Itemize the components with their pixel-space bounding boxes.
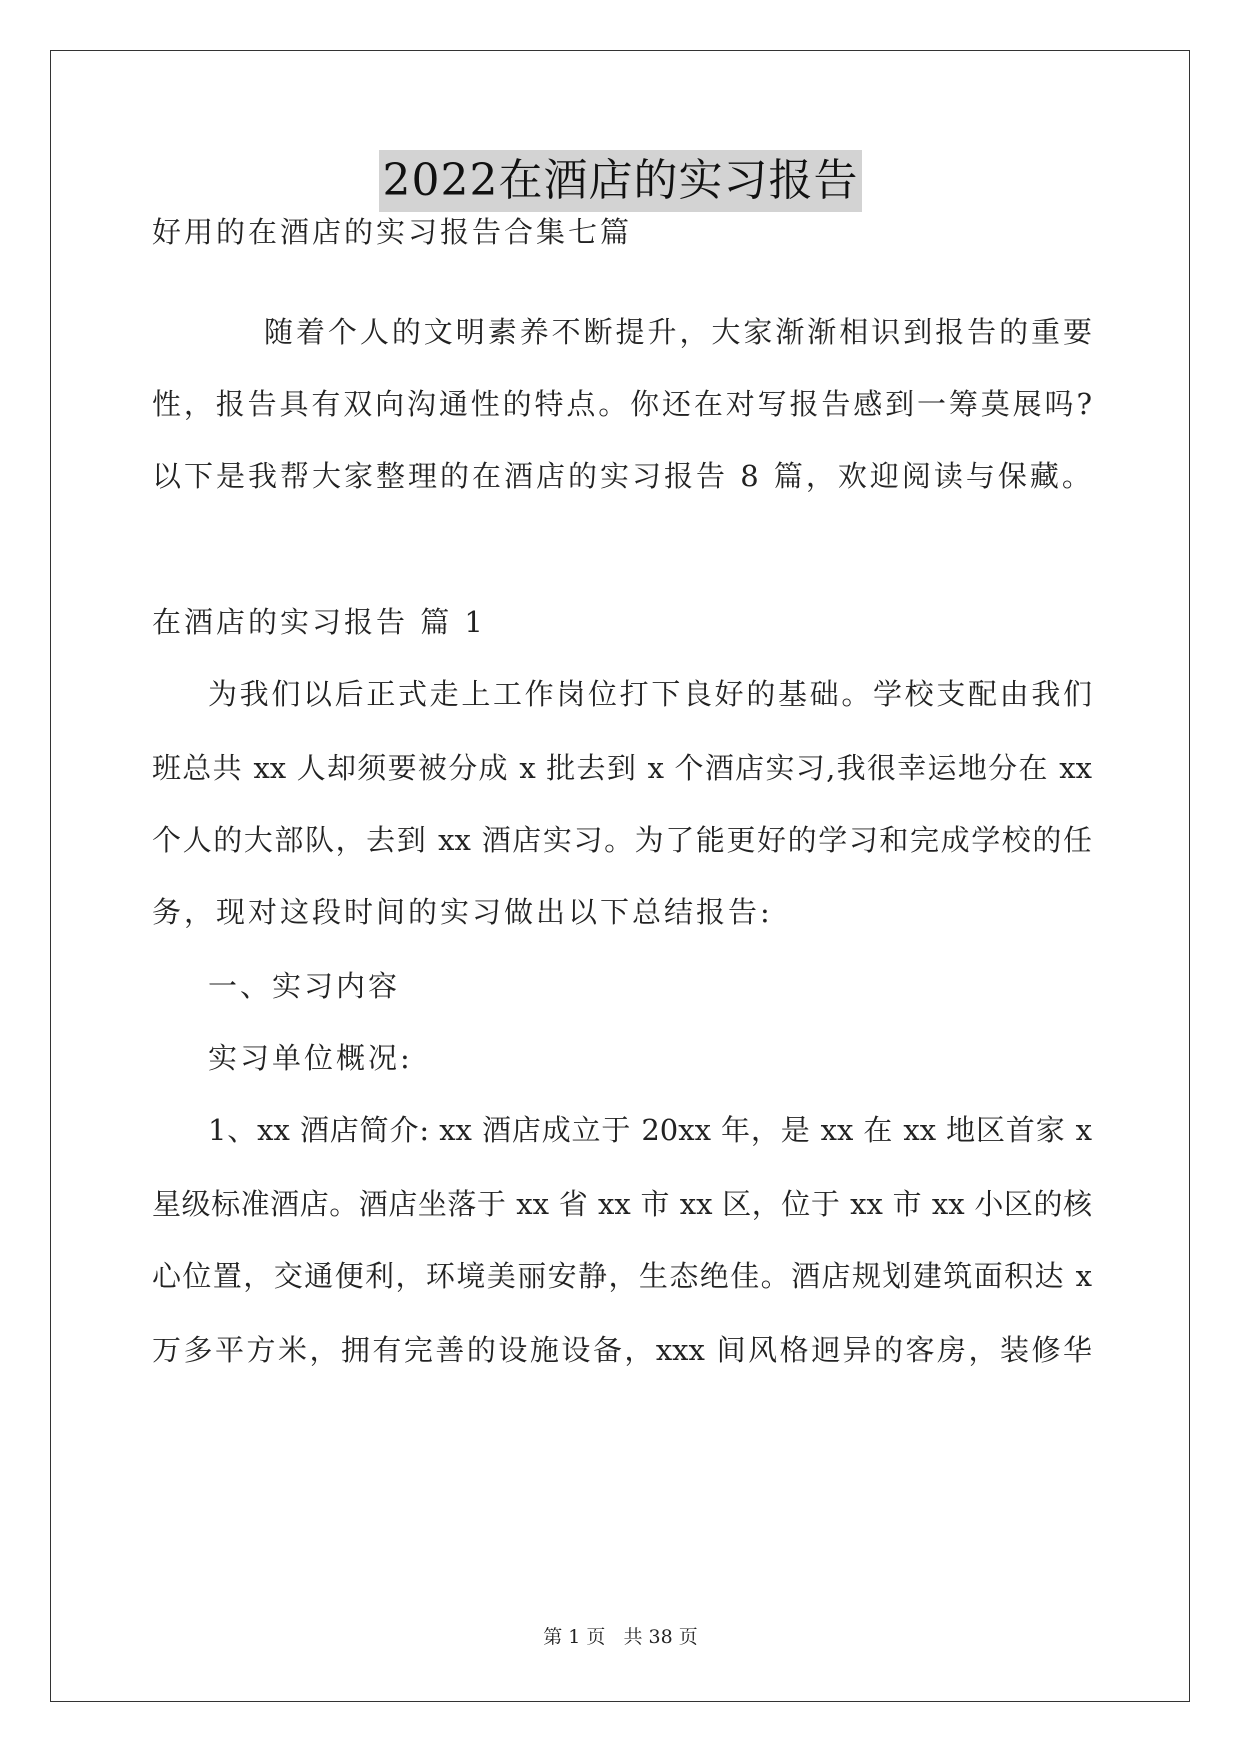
para1-line-2: 班总共 xx 人却须要被分成 x 批去到 x 个酒店实习,我很幸运地分在 xx [152, 751, 1092, 785]
document-title: 2022在酒店的实习报告 [379, 150, 863, 212]
page-footer [0, 1624, 1241, 1650]
subtitle: 好用的在酒店的实习报告合集七篇 [152, 215, 633, 249]
intro-line-3: 以下是我帮大家整理的在酒店的实习报告 8 篇，欢迎阅读与保藏。 [152, 459, 1094, 493]
heading-overview: 实习单位概况: [208, 1041, 413, 1075]
title-container [0, 150, 1241, 212]
para1-line-1: 为我们以后正式走上工作岗位打下良好的基础。学校支配由我们 [208, 677, 1092, 711]
section-heading: 在酒店的实习报告 篇 1 [152, 605, 486, 639]
para2-line-3: 心位置，交通便利，环境美丽安静，生态绝佳。酒店规划建筑面积达 x [152, 1259, 1092, 1293]
page-total: 共 38 页 [623, 1626, 698, 1648]
page-border [50, 50, 1190, 1702]
para2-line-4: 万多平方米，拥有完善的设施设备，xxx 间风格迥异的客房，装修华 [152, 1333, 1092, 1367]
para1-line-4: 务，现对这段时间的实习做出以下总结报告: [152, 895, 773, 929]
intro-line-1: 随着个人的文明素养不断提升，大家渐渐相识到报告的重要 [264, 315, 1092, 349]
heading-content: 一、实习内容 [208, 969, 401, 1003]
para2-line-1: 1、xx 酒店简介: xx 酒店成立于 20xx 年，是 xx 在 xx 地区首家 x [208, 1113, 1092, 1147]
page-number: 第 1 页 [543, 1626, 606, 1648]
intro-line-2: 性，报告具有双向沟通性的特点。你还在对写报告感到一筹莫展吗? [152, 387, 1092, 421]
para1-line-3: 个人的大部队，去到 xx 酒店实习。为了能更好的学习和完成学校的任 [152, 823, 1092, 857]
para2-line-2: 星级标准酒店。酒店坐落于 xx 省 xx 市 xx 区，位于 xx 市 xx 小区的核 [152, 1187, 1092, 1221]
